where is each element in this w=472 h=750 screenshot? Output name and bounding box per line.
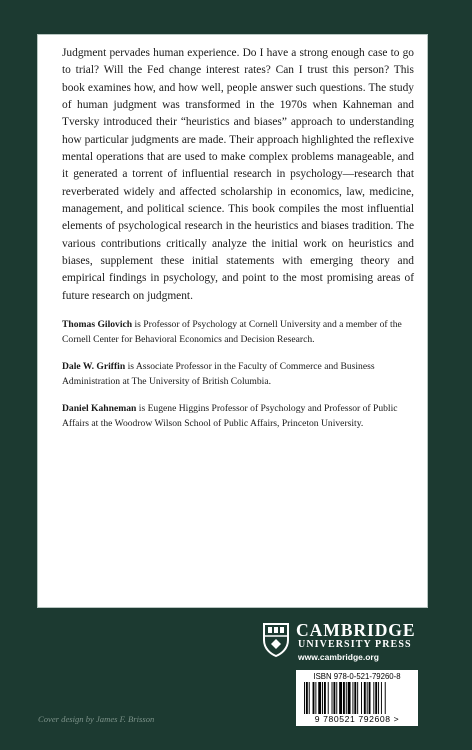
barcode-digits: 9 780521 792608 > [314,714,400,724]
author-bio [62,318,414,347]
publisher-website: www.cambridge.org [298,652,379,662]
barcode-bars [304,682,412,714]
author-bio [62,360,414,389]
author-name: Daniel Kahneman [62,403,137,415]
publisher-subtitle: UNIVERSITY PRESS [298,639,412,650]
author-bio [62,402,414,431]
description-panel [37,34,428,608]
barcode [296,670,418,726]
author-bio-text: is Eugene Higgins Professor of Psychology and Professor of Public Affairs at the Woodrow Wilson School of Public Affairs, Princeton University. [62,403,398,429]
author-bio-text: is Associate Professor in the Faculty of Commerce and Business Administration at The University of British Columbia. [62,361,375,387]
publisher-name: CAMBRIDGE [296,620,416,640]
author-name: Thomas Gilovich [62,319,133,331]
author-bio-text: is Professor of Psychology at Cornell University and a member of the Cornell Center for Behavioral Economics and Decision Research. [62,319,402,345]
book-description: Judgment pervades human experience. Do I have a strong enough case to go to trial? Will the Fed change interest rates? Can I trust this person? This book examines how, and how well, people answer such questions. The study of human judgment was transformed in the 1970s when Kahneman and Tversky introduced their “heuristics and biases” approach to understanding how particular judgments are made. Their approach highlighted the reflexive mental operations that are used to make complex problems manageable, and it generated a torrent of influential research in psychology—research that reverberated widely and affected scholarship in economics, law, medicine, management, and political science. This book compiles the most influential elements of psychological research in the heuristics and biases tradition. The various contributions critically analyze the initial work on heuristics and biases, supplement these initial statements with emerging theory and empirical findings in psychology, and point to the most promising areas of future research on judgment. [62,47,414,302]
cambridge-shield-icon [262,622,290,658]
cover-credit: Cover design by James F. Brisson [38,714,155,724]
isbn-label: ISBN 978-0-521-79260-8 [313,672,401,681]
author-name: Dale W. Griffin [62,361,126,373]
